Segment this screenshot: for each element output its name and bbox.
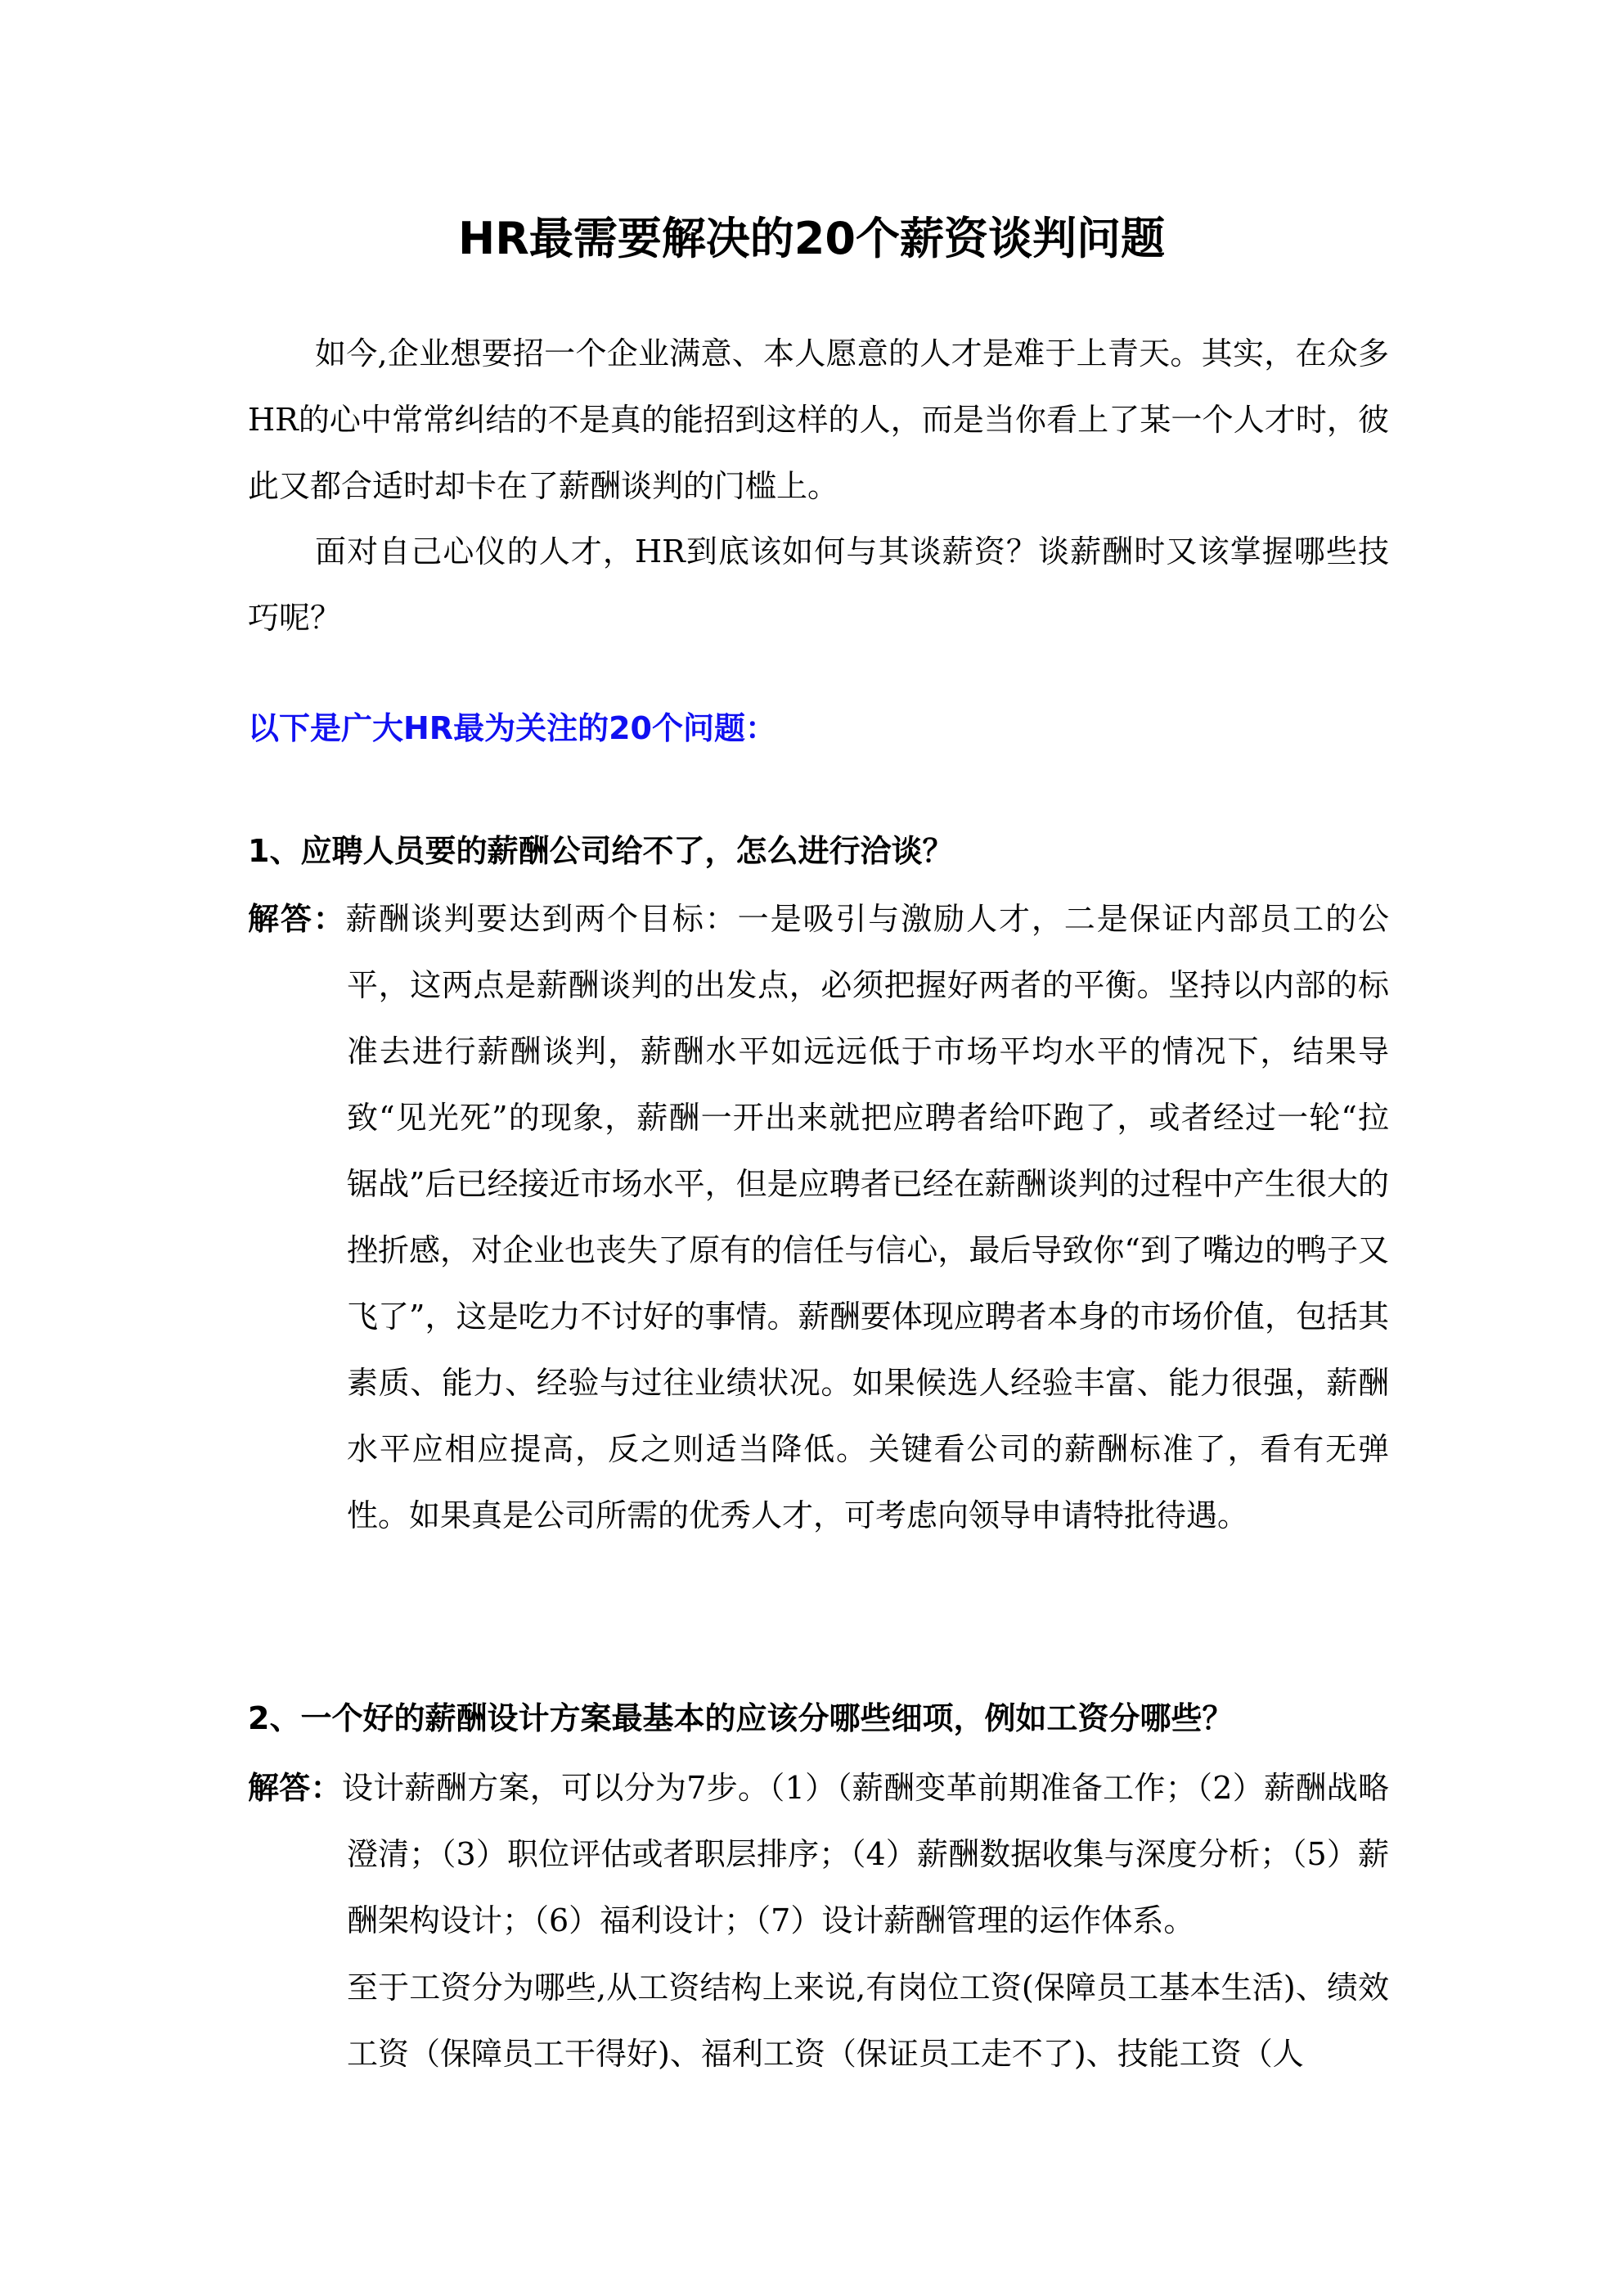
answer-1-text: 薪酬谈判要达到两个目标：一是吸引与激励人才，二是保证内部员工的公平，这两点是薪酬谈判的出发点，必须把握好两者的平衡。坚持以内部的标准去进行薪酬谈判，薪酬水平如远远低于市场平均水平的情况下，结果导致“见光死”的现象，薪酬一开出来就把应聘者给吓跑了，或者经过一轮“拉锯战”后已经接近市场水平，但是应聘者已经在薪酬谈判的过程中产生很大的挫折感，对企业也丧失了原有的信任与信心，最后导致你“到了嘴边的鸭子又飞了”，这是吃力不讨好的事情。薪酬要体现应聘者本身的市场价值，包括其素质、能力、经验与过往业绩状况。如果候选人经验丰富、能力很强，薪酬水平应相应提高，反之则适当降低。关键看公司的薪酬标准了，看有无弹性。如果真是公司所需的优秀人才，可考虑向领导申请特批待遇。 bbox=[345, 901, 1389, 1533]
answer-2-text: 设计薪酬方案，可以分为7步。（1）（薪酬变革前期准备工作；（2）薪酬战略澄清；（3）职位评估或者职层排序；（4）薪酬数据收集与深度分析；（5）薪酬架构设计；（6）福利设计；（7）设计薪酬管理的运作体系。 bbox=[341, 1770, 1389, 1938]
answer-label: 解答： bbox=[248, 901, 346, 937]
question-2: 2、一个好的薪酬设计方案最基本的应该分哪些细项，例如工资分哪些？ bbox=[248, 1700, 1234, 1736]
intro-paragraph-1: 如今,企业想要招一个企业满意、本人愿意的人才是难于上青天。其实，在众多HR的心中常常纠结的不是真的能招到这样的人，而是当你看上了某一个人才时，彼此又都合适时却卡在了薪酬谈判的门槛上。 bbox=[248, 335, 1389, 504]
answer-1 bbox=[248, 886, 1389, 1549]
intro-paragraph-2: 面对自己心仪的人才，HR到底该如何与其谈薪资？谈薪酬时又该掌握哪些技巧呢？ bbox=[248, 533, 1389, 636]
answer-2-continued: 至于工资分为哪些,从工资结构上来说,有岗位工资(保障员工基本生活)、绩效工资（保障员工干得好)、福利工资（保证员工走不了)、技能工资（人 bbox=[347, 1970, 1389, 2072]
document-title: HR最需要解决的20个薪资谈判问题 bbox=[458, 213, 1165, 264]
question-1: 1、应聘人员要的薪酬公司给不了，怎么进行洽谈？ bbox=[248, 833, 954, 869]
answer-label: 解答： bbox=[248, 1770, 342, 1806]
section-heading: 以下是广大HR最为关注的20个问题： bbox=[248, 710, 776, 746]
answer-2 bbox=[248, 1755, 1389, 1954]
